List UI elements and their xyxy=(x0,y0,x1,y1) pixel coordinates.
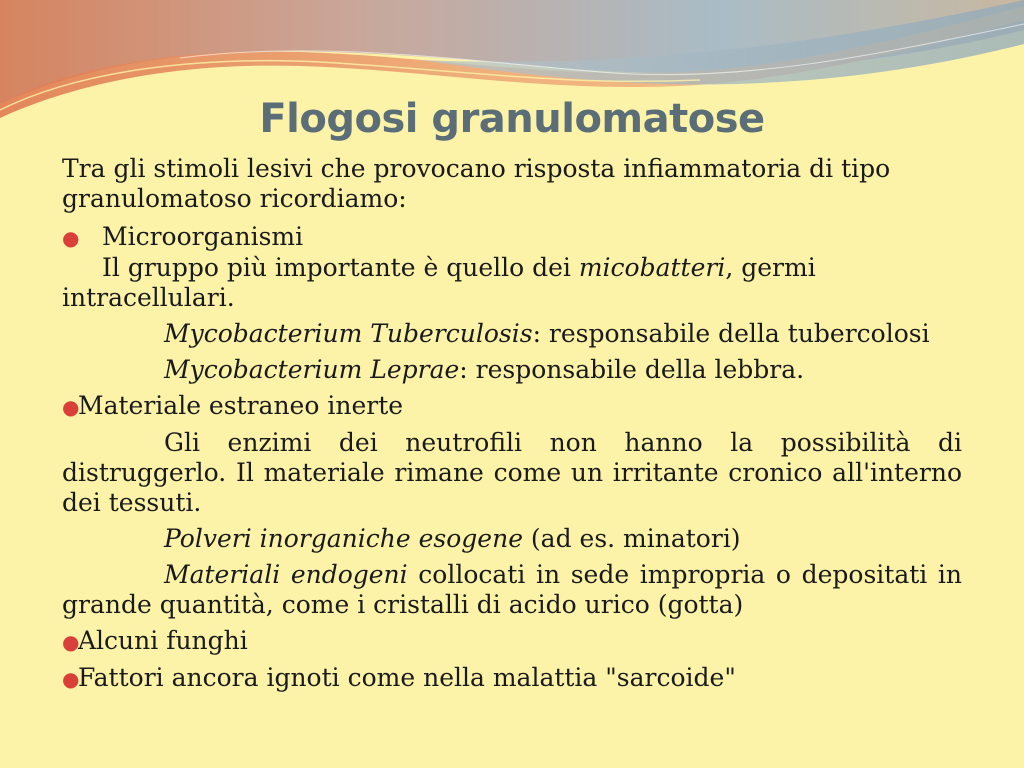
bullet-icon: ● xyxy=(62,226,80,250)
bullet-label: Materiale estraneo inerte xyxy=(78,391,404,420)
enzimi-paragraph: Gli enzimi dei neutrofili non hanno la possibilità di distruggerlo. Il materiale rimane come un irritante cronico all'interno dei tessuti. xyxy=(62,428,962,517)
slide-body xyxy=(62,154,962,694)
materiali-endogeni-paragraph: Materiali endogeni collocati in sede impropria o depositati in grande quantità, come i cristalli di acido urico (gotta) xyxy=(62,560,963,619)
bullet-icon: ● xyxy=(62,630,80,654)
mycobacterium-leprae-line: Mycobacterium Leprae: responsabile della lebbra. xyxy=(164,355,805,384)
bullet-materiale-estraneo xyxy=(62,391,962,422)
bullet-alcuni-funghi xyxy=(62,626,962,657)
micobatteri-text: Il gruppo più importante è quello dei micobatteri, germi xyxy=(102,253,816,282)
bullet-fattori-ignoti xyxy=(62,663,962,694)
intro-line-1: Tra gli stimoli lesivi che provocano risposta infiammatoria di tipo xyxy=(62,154,891,183)
bullet-icon: ● xyxy=(62,667,80,691)
intro-line-2: granulomatoso ricordiamo: xyxy=(62,184,407,213)
bullet-label: Microorganismi xyxy=(102,222,304,251)
bullet-microorganismi xyxy=(62,222,962,253)
bullet-label: Alcuni funghi xyxy=(78,626,248,655)
slide-title: Flogosi granulomatose xyxy=(259,96,765,142)
mycobacterium-tuberculosis-line: Mycobacterium Tuberculosis: responsabile della tubercolosi xyxy=(164,319,930,348)
micobatteri-text-cont: intracellulari. xyxy=(62,283,235,312)
polveri-line: Polveri inorganiche esogene (ad es. minatori) xyxy=(164,524,741,553)
bullet-icon: ● xyxy=(62,395,80,419)
bullet-label: Fattori ancora ignoti come nella malattia "sarcoide" xyxy=(78,663,736,692)
